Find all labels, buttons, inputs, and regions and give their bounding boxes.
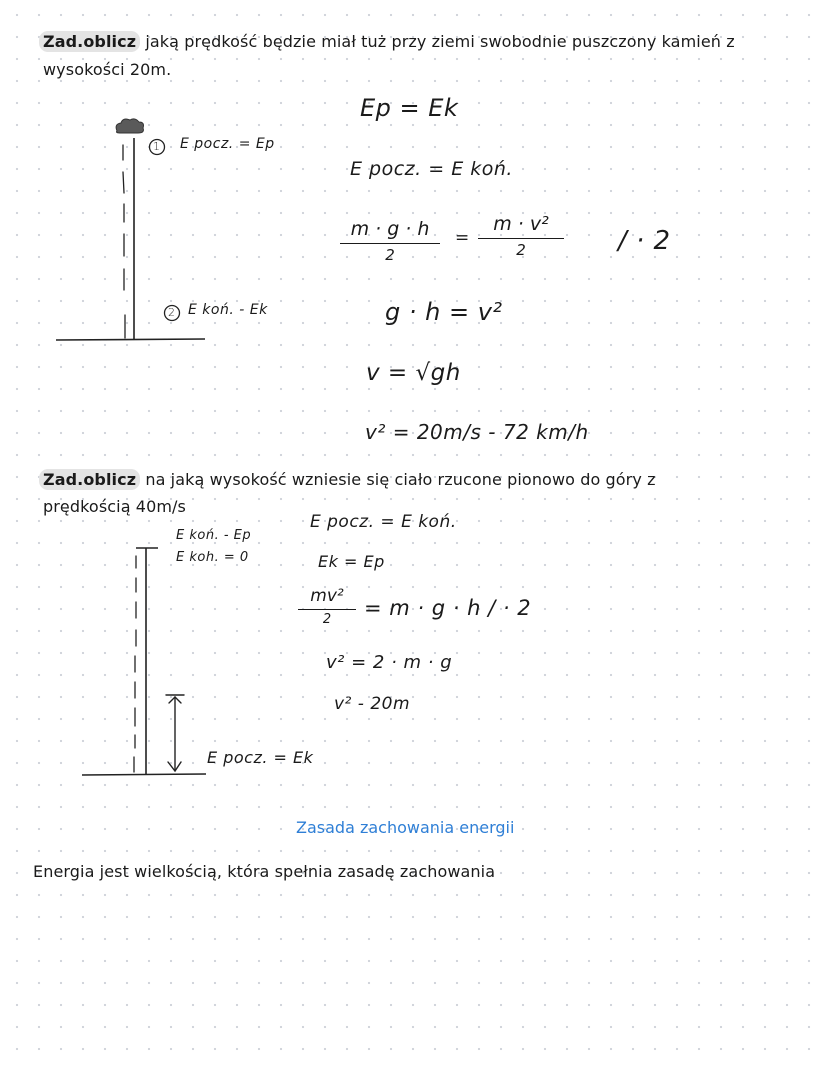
energy-statement: Energia jest wielkością, która spełnia zasadę zachowania bbox=[33, 862, 496, 881]
calc2-frac-denominator: 2 bbox=[322, 612, 332, 627]
calc1-line1: Ep = Ek bbox=[360, 94, 459, 122]
task1-line2: wysokości 20m. bbox=[43, 60, 172, 79]
calc1-line2: E pocz. = E koń. bbox=[350, 158, 513, 180]
calc2-line4: v² = 2 · m · g bbox=[326, 652, 453, 673]
calc2-frac-rest: = m · g · h / · 2 bbox=[364, 596, 532, 620]
calc2-line2: Ek = Ep bbox=[318, 552, 385, 571]
task2-label: Zad.oblicz bbox=[39, 469, 140, 490]
point2-label: E koń. - Ek bbox=[188, 302, 268, 318]
calc1-line5: v = √gh bbox=[366, 360, 461, 386]
calc2-frac-numerator: mv² bbox=[310, 586, 344, 606]
task1-label: Zad.oblicz bbox=[39, 31, 140, 52]
point1-number: 1 bbox=[153, 140, 161, 153]
task1-question: jaką prędkość będzie miał tuż przy ziemi swobodnie puszczony kamień z bbox=[140, 32, 735, 51]
task2-diagram-bottom: E pocz. = Ek bbox=[207, 748, 314, 767]
frac-left-numerator: m · g · h bbox=[350, 218, 430, 240]
task2-line2: prędkością 40m/s bbox=[43, 497, 186, 516]
rise-path bbox=[134, 556, 136, 772]
calc2-line1: E pocz. = E koń. bbox=[310, 512, 457, 532]
calc1-line6: v² = 20m/s - 72 km/h bbox=[365, 420, 589, 444]
point2-number: 2 bbox=[168, 306, 176, 319]
task2-question: na jaką wysokość wzniesie się ciało rzucone pionowo do góry z bbox=[140, 470, 656, 489]
point1-label: E pocz. = Ep bbox=[180, 136, 275, 152]
frac-right-numerator: m · v² bbox=[493, 213, 549, 235]
calc1-equals: = bbox=[455, 228, 470, 248]
calc2-fraction bbox=[298, 586, 356, 627]
frac-left-denominator: 2 bbox=[385, 246, 395, 264]
task2-diagram-top2: E koh. = 0 bbox=[176, 550, 249, 565]
double-arrow-icon bbox=[166, 695, 184, 771]
task2-diagram-top1: E koń. - Ep bbox=[176, 528, 252, 543]
section-heading: Zasada zachowania energii bbox=[296, 818, 515, 837]
calc2-line5: v² - 20m bbox=[334, 694, 411, 714]
frac-right-denominator: 2 bbox=[516, 241, 526, 259]
calc1-multiply: / · 2 bbox=[618, 226, 671, 256]
ground-line-2 bbox=[82, 774, 206, 775]
calc1-line4: g · h = v² bbox=[385, 298, 503, 326]
